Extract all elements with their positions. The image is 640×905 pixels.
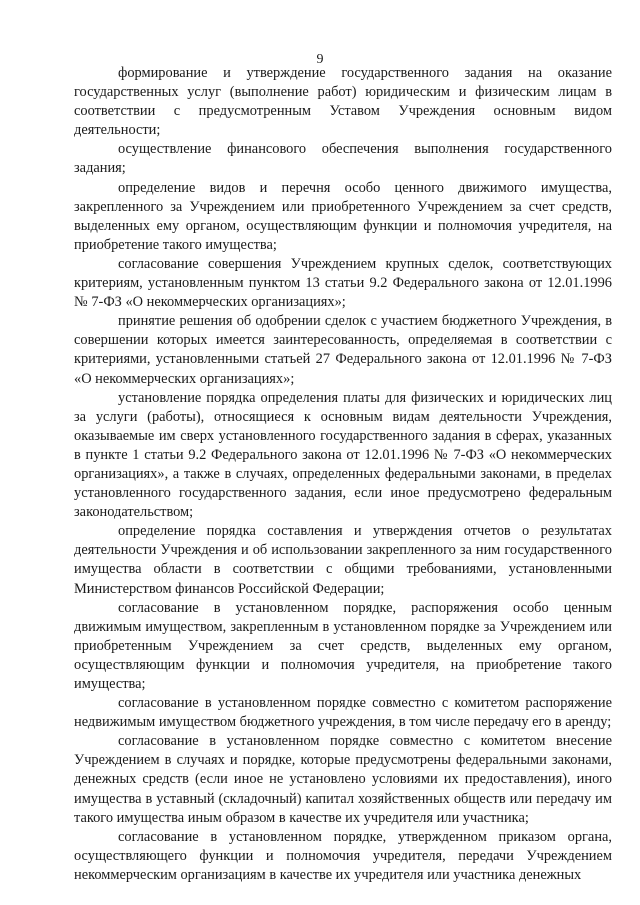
paragraph: согласование в установленном порядке, утвержденном приказом органа, осуществляющего функции и полномочия учредителя, передачи Учреждением некоммерческим организациям в качестве их учредителя или участника денежных	[74, 828, 612, 883]
paragraph: согласование совершения Учреждением крупных сделок, соответствующих критериям, установленным пунктом 13 статьи 9.2 Федерального закона от 12.01.1996 № 7-ФЗ «О некоммерческих организациях»;	[74, 255, 612, 311]
document-body	[74, 64, 612, 885]
paragraph: формирование и утверждение государственного задания на оказание государственных услуг (выполнение работ) юридическим и физическим лицам в соответствии с предусмотренным Уставом Учреждения основным видом деятельности;	[74, 65, 612, 139]
paragraph: осуществление финансового обеспечения выполнения государственного задания;	[74, 141, 612, 177]
paragraph: определение видов и перечня особо ценного движимого имущества, закрепленного за Учреждением или приобретенного Учреждением за счет средств, выделенных ему органом, осуществляющим функции и полномочия учредителя, на приобретение такого имущества;	[74, 179, 612, 253]
paragraph: принятие решения об одобрении сделок с участием бюджетного Учреждения, в совершении которых имеется заинтересованность, определяемая в соответствии с критериями, установленными статьей 27 Федерального закона от 12.01.1996 № 7-ФЗ «О некоммерческих организациях»;	[74, 313, 612, 387]
paragraph: согласование в установленном порядке совместно с комитетом распоряжение недвижимым имуществом бюджетного учреждения, в том числе передачу его в аренду;	[74, 695, 612, 731]
paragraph: согласование в установленном порядке, распоряжения особо ценным движимым имуществом, закрепленным в установленном порядке за Учреждением или приобретенным Учреждением за счет средств, выделенных ему органом, осуществляющим функции и полномочия учредителя, на приобретение такого имущества;	[74, 599, 612, 692]
paragraph: определение порядка составления и утверждения отчетов о результатах деятельности Учреждения и об использовании закрепленного за ним государственного имущества области в соответствии с общими требованиями, установленными Министерством финансов Российской Федерации;	[74, 523, 612, 597]
page-number: 9	[316, 52, 324, 67]
paragraph: установление порядка определения платы для физических и юридических лиц за услуги (работы), относящиеся к основным видам деятельности Учреждения, оказываемые им сверх установленного государственного задания в сферах, указанных в пункте 1 статьи 9.2 Федерального закона от 12.01.1996 № 7-ФЗ «О некоммерческих организациях», а также в случаях, определенных федеральными законами, в пределах установленного государственного задания, если иное предусмотрено федеральным законодательством;	[74, 389, 612, 521]
paragraph: согласование в установленном порядке совместно с комитетом внесение Учреждением в случаях и порядке, которые предусмотрены федеральными законами, денежных средств (если иное не установлено условиями их предоставления), иного имущества в уставный (складочный) капитал хозяйственных обществ или передачу им такого имущества иным образом в качестве их учредителя или участника;	[74, 733, 612, 826]
